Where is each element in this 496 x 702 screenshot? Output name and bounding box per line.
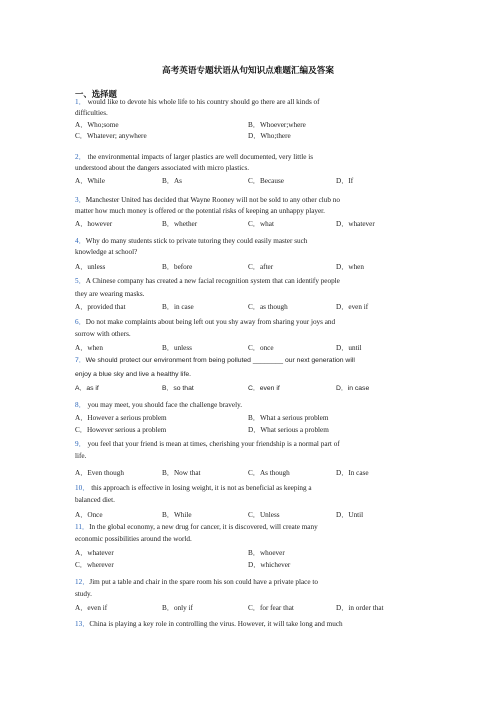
- question-text: matter how much money is offered or the potential risks of keeping an unhappy player.: [75, 207, 325, 215]
- question-text: you may meet, you should face the challenge bravely.: [85, 401, 243, 409]
- answer-option[interactable]: D．in order that: [336, 604, 384, 612]
- answer-option[interactable]: B．whoever: [248, 549, 285, 557]
- question-stem-continued: [75, 207, 325, 216]
- question-number: 11．: [75, 523, 90, 531]
- question-text: balanced diet.: [75, 496, 115, 504]
- question-number: 7．: [75, 357, 86, 364]
- answer-option[interactable]: C．wherever: [75, 561, 114, 569]
- answer-option[interactable]: D．whichever: [248, 561, 291, 569]
- answer-option[interactable]: B．Now that: [162, 469, 201, 477]
- question-number: 13．: [75, 620, 90, 628]
- question-number: 3．: [75, 196, 86, 204]
- answer-option[interactable]: B．in case: [162, 303, 194, 311]
- answer-option[interactable]: C．after: [248, 263, 274, 271]
- answer-option[interactable]: D．In case: [336, 469, 369, 477]
- answer-option[interactable]: C．even if: [248, 385, 280, 392]
- question-text: the environmental impacts of larger plastics are well documented, very little is: [85, 153, 313, 161]
- answer-option[interactable]: D．What serious a problem: [248, 426, 329, 434]
- question-stem-continued: [75, 248, 137, 257]
- question-stem-continued: [75, 496, 115, 505]
- question-number: 5．: [75, 277, 86, 285]
- question-stem-continued: [75, 330, 131, 339]
- page-title: 高考英语专题状语从句知识点难题汇编及答案: [162, 65, 334, 75]
- question-text: Jim put a table and chair in the spare room his son could have a private place to: [89, 578, 318, 586]
- question-stem: [75, 356, 355, 365]
- question-stem: [75, 277, 340, 286]
- question-text: enjoy a blue sky and live a healthy life.: [75, 371, 191, 378]
- answer-option[interactable]: A．provided that: [75, 303, 126, 311]
- answer-option[interactable]: B．While: [162, 511, 192, 519]
- question-stem-continued: [75, 164, 249, 173]
- answer-option[interactable]: C．Unless: [248, 511, 280, 519]
- question-stem: [75, 153, 313, 162]
- question-text: you feel that your friend is mean at times, cherishing your friendship is a normal part of: [85, 440, 340, 448]
- question-stem: [75, 196, 340, 205]
- question-text: sorrow with others.: [75, 330, 131, 338]
- question-number: 1．: [75, 98, 86, 106]
- question-stem-continued: [75, 452, 86, 461]
- question-text: Why do many students stick to private tutoring they could easily master such: [85, 237, 308, 245]
- section-heading: 一、选择题: [75, 90, 117, 99]
- question-stem: [75, 484, 312, 493]
- answer-option[interactable]: B．What a serious problem: [248, 414, 329, 422]
- answer-option[interactable]: B．whether: [162, 220, 198, 228]
- answer-option[interactable]: C．what: [248, 220, 274, 228]
- question-stem: [75, 578, 318, 587]
- question-stem-continued: [75, 290, 144, 299]
- question-text: understood about the dangers associated with micro plastics.: [75, 164, 250, 172]
- question-stem-continued: [75, 109, 108, 118]
- question-text: would like to devote his whole life to his country should go there are all kinds of: [85, 98, 320, 106]
- answer-option[interactable]: C．However serious a problem: [75, 426, 167, 434]
- question-text: economic possibilities around the world.: [75, 535, 192, 543]
- question-number: 6．: [75, 318, 86, 326]
- question-stem: [75, 98, 320, 107]
- question-text: study.: [75, 590, 92, 598]
- question-text: Do not make complaints about being left out you shy away from sharing your joys and: [85, 318, 336, 326]
- answer-option[interactable]: A．Even though: [75, 469, 124, 477]
- answer-option[interactable]: A．as if: [75, 385, 99, 392]
- question-text: In the global economy, a new drug for cancer, it is discovered, will create many: [89, 523, 318, 531]
- question-number: 9．: [75, 440, 86, 448]
- question-text: this approach is effective in losing weight, it is not as beneficial as keeping a: [89, 484, 312, 492]
- question-text: life.: [75, 452, 87, 460]
- question-text: We should protect our environment from being polluted ________ our next generation will: [85, 357, 355, 364]
- question-number: 10．: [75, 484, 90, 492]
- answer-option[interactable]: D．whatever: [336, 220, 375, 228]
- answer-option[interactable]: A．whatever: [75, 549, 114, 557]
- answer-option[interactable]: A．when: [75, 344, 103, 352]
- question-stem: [75, 523, 318, 532]
- answer-option[interactable]: D．when: [336, 263, 364, 271]
- answer-option[interactable]: D．in case: [336, 385, 370, 392]
- answer-option[interactable]: D．If: [336, 177, 354, 185]
- answer-option[interactable]: C．once: [248, 344, 274, 352]
- answer-option[interactable]: B．Whoever;where: [248, 121, 306, 129]
- answer-option[interactable]: C．Because: [248, 177, 284, 185]
- question-text: China is playing a key role in controlling the virus. However, it will take long and much: [89, 620, 343, 628]
- answer-option[interactable]: D．even if: [336, 303, 369, 311]
- question-number: 4．: [75, 237, 86, 245]
- answer-option[interactable]: B．unless: [162, 344, 192, 352]
- answer-option[interactable]: B．only if: [162, 604, 193, 612]
- answer-option[interactable]: A．However a serious problem: [75, 414, 167, 422]
- answer-option[interactable]: A．however: [75, 220, 113, 228]
- answer-option[interactable]: B．As: [162, 177, 182, 185]
- answer-option[interactable]: D．Who;there: [248, 132, 291, 140]
- answer-option[interactable]: D．Until: [336, 511, 364, 519]
- question-stem: [75, 620, 343, 629]
- answer-option[interactable]: C．As though: [248, 469, 290, 477]
- answer-option[interactable]: A．unless: [75, 263, 106, 271]
- question-number: 12．: [75, 578, 90, 586]
- question-text: A Chinese company has created a new facial recognition system that can identify people: [85, 277, 340, 285]
- question-stem: [75, 318, 335, 327]
- question-text: Manchester United has decided that Wayne Rooney will not be sold to any other club no: [85, 196, 340, 204]
- question-stem-continued: [75, 370, 191, 379]
- answer-option[interactable]: B．so that: [162, 385, 194, 392]
- question-number: 2．: [75, 153, 86, 161]
- question-text: knowledge at school?: [75, 248, 138, 256]
- answer-option[interactable]: D．until: [336, 344, 362, 352]
- answer-option[interactable]: A．even if: [75, 604, 108, 612]
- answer-option[interactable]: C．as though: [248, 303, 288, 311]
- question-stem-continued: [75, 590, 92, 599]
- question-stem: [75, 440, 340, 449]
- answer-option[interactable]: B．before: [162, 263, 193, 271]
- answer-option[interactable]: C．for fear that: [248, 604, 294, 612]
- question-stem: [75, 237, 307, 246]
- answer-option[interactable]: C．Whatever; anywhere: [75, 132, 147, 140]
- answer-option[interactable]: A．While: [75, 177, 105, 185]
- answer-option[interactable]: A．Once: [75, 511, 103, 519]
- question-stem-continued: [75, 535, 192, 544]
- question-text: difficulties.: [75, 109, 108, 117]
- answer-option[interactable]: A．Who;some: [75, 121, 119, 129]
- question-stem: [75, 401, 242, 410]
- question-text: they are wearing masks.: [75, 290, 145, 298]
- question-number: 8．: [75, 401, 86, 409]
